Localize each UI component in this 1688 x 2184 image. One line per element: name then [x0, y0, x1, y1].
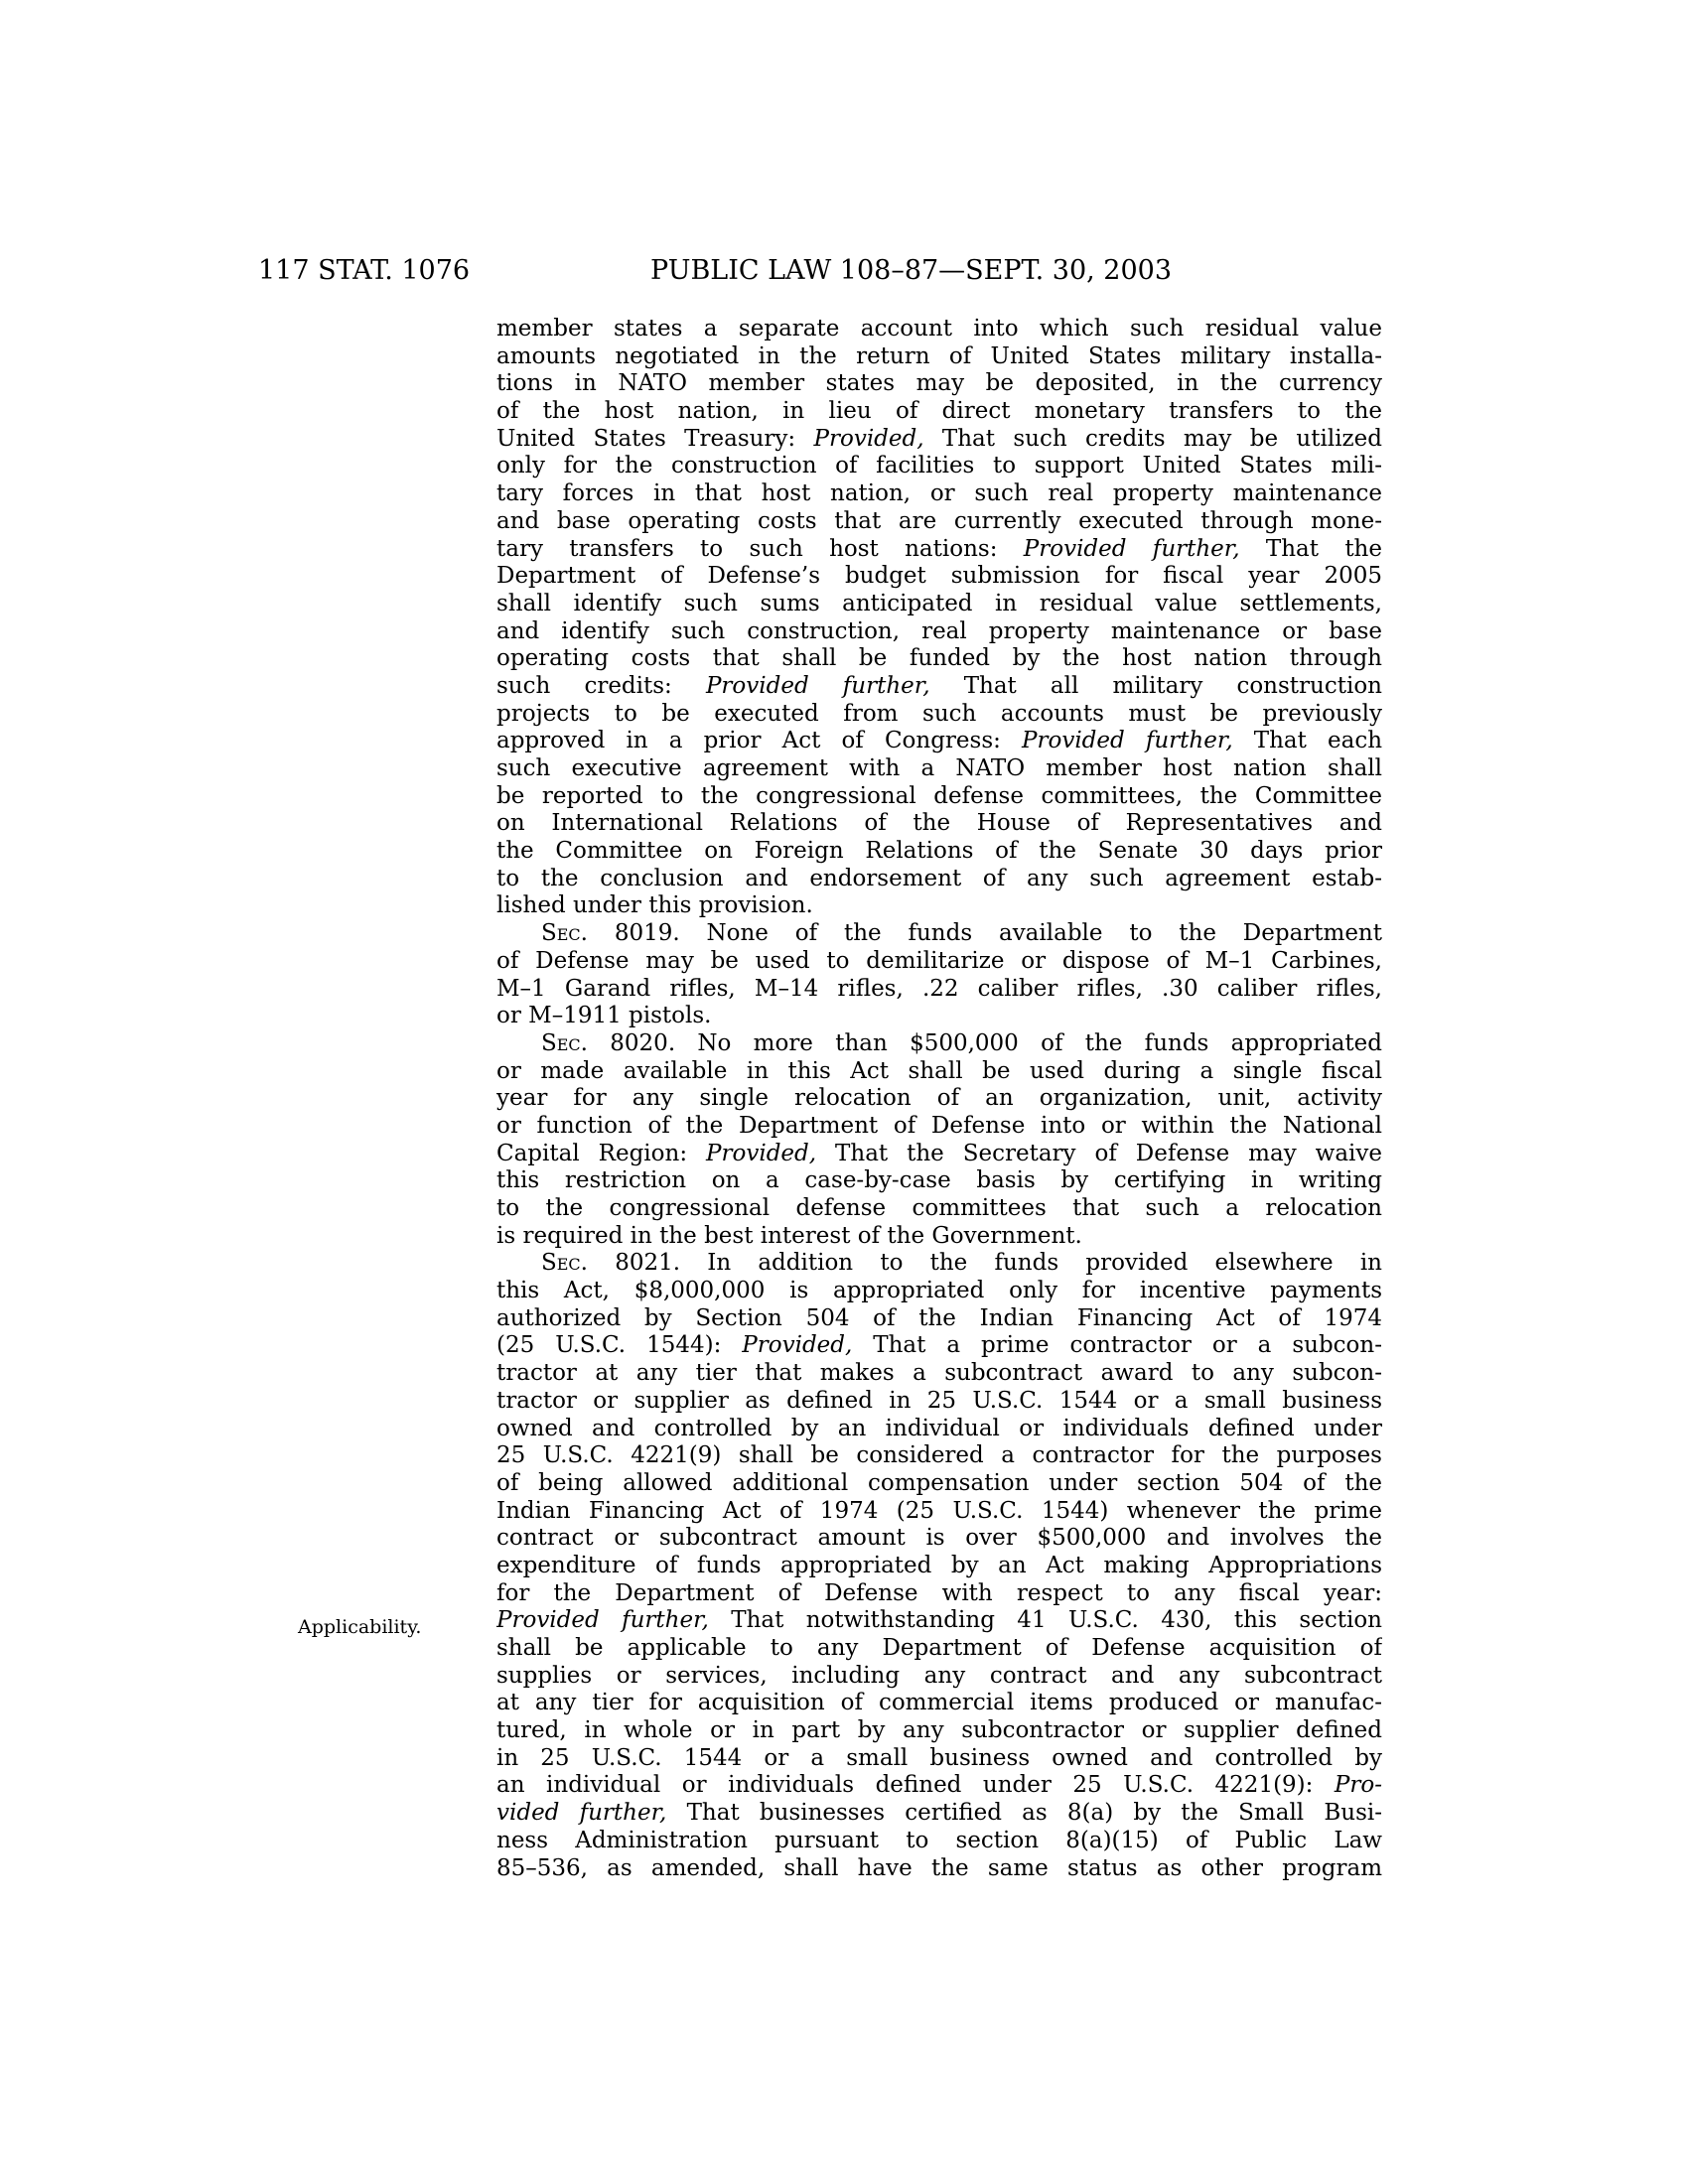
text-line [496, 1305, 1382, 1333]
body-text: such executive agreement with a NATO member host nation shall [496, 755, 1382, 781]
smallcaps-text: Sec. [541, 920, 588, 947]
body-text: or M–1911 pistols. [496, 1003, 712, 1029]
body-text: amounts negotiated in the return of United States military installa- [496, 342, 1382, 369]
body-text: tary transfers to such host nations: [496, 535, 1024, 562]
text-line [496, 1855, 1382, 1883]
text-line [496, 1250, 1382, 1278]
body-text: this restriction on a case-by-case basis by certifying in writing [496, 1167, 1382, 1194]
text-line [496, 810, 1382, 838]
body-text: authorized by Section 504 of the Indian Financing Act of 1974 [496, 1304, 1382, 1331]
text-line [496, 618, 1382, 646]
body-text: lished under this provision. [496, 892, 813, 919]
text-line [496, 892, 1382, 920]
text-line [496, 398, 1382, 426]
body-text: of the host nation, in lieu of direct monetary transfers to the [496, 398, 1382, 425]
italic-text: Provided, [706, 1140, 817, 1166]
text-line [496, 508, 1382, 536]
text-line [496, 563, 1382, 591]
text-line [496, 701, 1382, 729]
body-text: shall be applicable to any Department of Defense acquisition of [496, 1635, 1382, 1661]
text-line [496, 1416, 1382, 1443]
body-text: That notwithstanding 41 U.S.C. 430, this section [708, 1607, 1382, 1634]
body-text: Capital Region: [496, 1140, 707, 1166]
text-line [496, 480, 1382, 508]
text-line [496, 453, 1382, 480]
body-text: 8019. None of the funds available to the Department [588, 920, 1382, 947]
text-line [496, 1223, 1382, 1251]
body-text: only for the construction of facilities to support United States mili- [496, 453, 1382, 479]
text-line [496, 1828, 1382, 1855]
body-text: on International Relations of the House of Representatives and [496, 810, 1382, 837]
italic-text: Provided further, [705, 672, 930, 699]
body-text: projects to be executed from such accounts must be previously [496, 700, 1382, 727]
text-line [496, 673, 1382, 701]
text-line [496, 1470, 1382, 1498]
text-line [496, 1772, 1382, 1800]
text-line [496, 838, 1382, 866]
italic-text: Provided further, [1023, 535, 1240, 562]
body-text: M–1 Garand rifles, M–14 rifles, .22 caliber rifles, .30 caliber rifles, [496, 975, 1382, 1002]
body-text: or made available in this Act shall be used during a single fiscal [496, 1057, 1382, 1084]
body-text: shall identify such sums anticipated in residual value settlements, [496, 590, 1382, 616]
text-line [496, 1745, 1382, 1773]
body-text: That the [1239, 535, 1382, 562]
text-line [496, 920, 1382, 948]
text-line [496, 1553, 1382, 1580]
text-line [496, 1442, 1382, 1470]
body-text: to the congressional defense committees that such a relocation [496, 1195, 1382, 1221]
body-text: 85–536, as amended, shall have the same status as other program [496, 1854, 1382, 1881]
body-text: year for any single relocation of an organization, unit, activity [496, 1085, 1382, 1112]
text-line [496, 1635, 1382, 1663]
text-line [496, 1167, 1382, 1195]
text-line [496, 1278, 1382, 1305]
body-text: That each [1232, 728, 1382, 754]
public-law-heading: PUBLIC LAW 108–87—SEPT. 30, 2003 [650, 255, 1172, 286]
body-text: at any tier for acquisition of commercial items produced or manufac- [496, 1690, 1382, 1716]
body-text: and identify such construction, real property maintenance or base [496, 617, 1382, 644]
italic-text: Pro- [1334, 1772, 1382, 1799]
body-text: for the Department of Defense with respect to any fiscal year: [496, 1579, 1382, 1606]
text-line [496, 866, 1382, 893]
text-line [496, 1003, 1382, 1030]
text-line [496, 1360, 1382, 1388]
body-text: That all military construction [929, 672, 1382, 699]
text-line [496, 536, 1382, 564]
body-text: owned and controlled by an individual or individuals defined under [496, 1415, 1382, 1441]
body-text: tary forces in that host nation, or such real property maintenance [496, 480, 1382, 507]
italic-text: vided further, [496, 1800, 667, 1827]
text-line [496, 1058, 1382, 1086]
margin-note-applicability: Applicability. [298, 1616, 422, 1638]
body-text: to the conclusion and endorsement of any such agreement estab- [496, 865, 1382, 891]
text-line [496, 1800, 1382, 1828]
body-text: expenditure of funds appropriated by an Act making Appropriations [496, 1552, 1382, 1578]
text-line [496, 1332, 1382, 1360]
body-text: approved in a prior Act of Congress: [496, 728, 1023, 754]
body-text: (25 U.S.C. 1544): [496, 1332, 743, 1359]
text-line [496, 370, 1382, 398]
text-line [496, 1113, 1382, 1141]
text-line [496, 316, 1382, 343]
text-line [496, 976, 1382, 1004]
text-line [496, 426, 1382, 454]
text-line [496, 591, 1382, 618]
italic-text: Provided, [742, 1332, 853, 1359]
body-text: That such credits may be utilized [923, 425, 1382, 452]
body-text: the Committee on Foreign Relations of the Senate 30 days prior [496, 838, 1382, 865]
text-line [496, 1388, 1382, 1416]
body-text: United States Treasury: [496, 425, 814, 452]
smallcaps-text: Sec. [541, 1250, 588, 1277]
text-line [496, 1690, 1382, 1717]
body-text: That a prime contractor or a subcon- [852, 1332, 1382, 1359]
body-text: tions in NATO member states may be deposited, in the currency [496, 370, 1382, 397]
text-line [496, 1525, 1382, 1553]
body-text: That businesses certified as 8(a) by the Small Busi- [666, 1800, 1382, 1827]
text-line [496, 755, 1382, 783]
body-text: 8021. In addition to the funds provided elsewhere in [588, 1250, 1382, 1277]
body-text: an individual or individuals defined under 25 U.S.C. 4221(9): [496, 1772, 1335, 1799]
body-text: member states a separate account into which such residual value [496, 316, 1382, 341]
body-text: contract or subcontract amount is over $500,000 and involves the [496, 1525, 1382, 1552]
text-column [496, 316, 1382, 1882]
text-line [496, 645, 1382, 673]
body-text: is required in the best interest of the Government. [496, 1222, 1082, 1249]
text-line [496, 1498, 1382, 1526]
body-text: That the Secretary of Defense may waive [816, 1140, 1382, 1166]
text-line [496, 728, 1382, 755]
text-line [496, 783, 1382, 811]
body-text: this Act, $8,000,000 is appropriated only for incentive payments [496, 1278, 1382, 1304]
text-line [496, 1607, 1382, 1635]
body-text: of being allowed additional compensation under section 504 of the [496, 1469, 1382, 1496]
body-text: and base operating costs that are currently executed through mone- [496, 507, 1382, 534]
body-text: of Defense may be used to demilitarize or dispose of M–1 Carbines, [496, 947, 1382, 974]
body-text: 8020. No more than $500,000 of the funds appropriated [588, 1029, 1382, 1056]
text-line [496, 1717, 1382, 1745]
text-line [496, 1030, 1382, 1058]
text-line [496, 948, 1382, 976]
body-text: supplies or services, including any contract and any subcontract [496, 1662, 1382, 1689]
body-text: ness Administration pursuant to section 8(a)(15) of Public Law [496, 1827, 1382, 1853]
text-line [496, 1195, 1382, 1223]
body-text: or function of the Department of Defense into or within the National [496, 1112, 1382, 1139]
body-text: be reported to the congressional defense committees, the Committee [496, 782, 1382, 809]
italic-text: Provided further, [496, 1607, 709, 1634]
stat-page-number: 117 STAT. 1076 [258, 255, 471, 286]
smallcaps-text: Sec. [541, 1029, 588, 1056]
body-text: operating costs that shall be funded by the host nation through [496, 645, 1382, 672]
text-line [496, 1141, 1382, 1168]
body-text: in 25 U.S.C. 1544 or a small business owned and controlled by [496, 1744, 1382, 1771]
text-line [496, 343, 1382, 371]
body-text: tured, in whole or in part by any subcontractor or supplier defined [496, 1717, 1382, 1744]
body-text: such credits: [496, 672, 706, 699]
body-text: 25 U.S.C. 4221(9) shall be considered a contractor for the purposes [496, 1442, 1382, 1469]
text-line [496, 1580, 1382, 1608]
body-text: Department of Defense’s budget submission for fiscal year 2005 [496, 563, 1382, 590]
body-text: tractor or supplier as defined in 25 U.S.C. 1544 or a small business [496, 1387, 1382, 1414]
body-text: tractor at any tier that makes a subcontract award to any subcon- [496, 1360, 1382, 1387]
italic-text: Provided, [813, 425, 924, 452]
italic-text: Provided further, [1022, 728, 1233, 754]
text-line [496, 1663, 1382, 1691]
body-text: Indian Financing Act of 1974 (25 U.S.C. 1544) whenever the prime [496, 1497, 1382, 1524]
text-line [496, 1085, 1382, 1113]
running-head [0, 254, 1688, 288]
